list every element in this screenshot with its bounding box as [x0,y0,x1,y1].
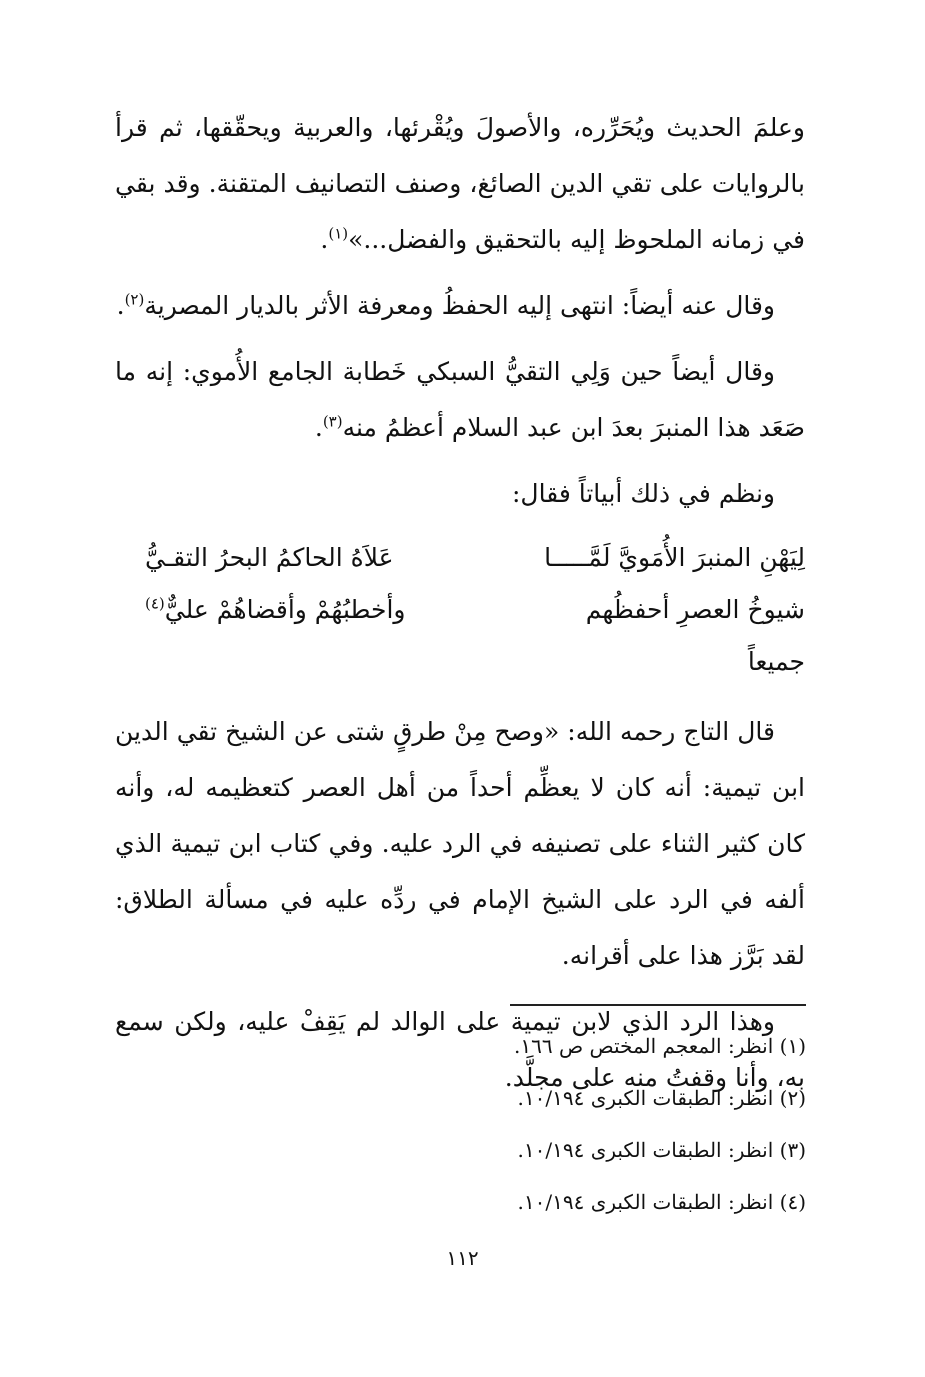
footnote: (٤) انظر: الطبقات الكبرى ١٠/١٩٤. [517,1190,806,1214]
paragraph-4 [115,466,805,522]
paragraph-text: وقال عنه أيضاً: انتهى إليه الحفظُ ومعرفة الأثر بالديار المصرية [144,291,775,320]
page-number: ١١٢ [446,1246,479,1270]
footnote-ref: (٤) [145,594,165,613]
footnote-ref: (٢) [124,290,145,309]
footnote: (٢) انظر: الطبقات الكبرى ١٠/١٩٤. [517,1086,806,1110]
verse-second-hemistich: عَلاَهُ الحاكمُ البحرُ التقـيُّ [145,543,394,572]
verse-first-hemistich: لِيَهْنِ المنبرَ الأُمَويَّ لَمَّـــــا [544,543,805,572]
verse-first-hemistich: شيوخُ العصرِ أحفظُهم جميعاً [585,595,805,676]
verse-line [115,532,805,584]
paragraph-3: وقال أيضاً حين وَلِي التقيُّ السبكي خَطابة الجامع الأُموي: إنه ما صَعَد هذا المنبرَ بعدَ ابن عبد السلام أعظمُ منه$^{(٣)}$. [115,357,805,442]
footnote-ref: (١) [328,224,349,243]
footnotes [330,1020,806,1228]
footnote: (٣) انظر: الطبقات الكبرى ١٠/١٩٤. [517,1138,806,1162]
paragraph-text: قال التاج رحمه الله: «وصح مِنْ طرقٍ شتى عن الشيخ تقي الدين ابن تيمية: أنه كان لا يعظِّم أحداً من أهل العصر كتعظيمه له، وأنه كان كثير الثناء على تصنيفه في الرد عليه. وفي كتاب ابن تيمية الذي ألفه في الرد على الشيخ الإمام في ردِّه عليه في مسألة الطلاق: لقد بَرَّز هذا على أقرانه. [115,717,805,970]
paragraph-text: وقال أيضاً حين وَلِي التقيُّ السبكي خَطابة الجامع الأُموي: إنه ما صَعَد هذا المنبرَ بعدَ ابن عبد السلام أعظمُ منه [115,357,805,442]
footnote-divider [510,1004,806,1006]
paragraph-1: وعلمَ الحديث ويُحَرِّره، والأصولَ ويُقْرئها، والعربية ويحقّقها، ثم قرأ بالروايات على تقي الدين الصائغ، وصنف التصانيف المتقنة. وقد بقي في زمانه الملحوظ إليه بالتحقيق والفضل...»$^{(١)}$. [115,113,805,254]
paragraph-text: ونظم في ذلك أبياتاً فقال: [511,479,775,508]
paragraph-text: وعلمَ الحديث ويُحَرِّره، والأصولَ ويُقْرئها، والعربية ويحقّقها، ثم قرأ بالروايات على تقي الدين الصائغ، وصنف التصانيف المتقنة. وقد بقي في زمانه الملحوظ إليه بالتحقيق والفضل...» [115,113,805,254]
verse-second-hemistich [145,584,425,688]
verse-line [115,584,805,688]
verse-text: وأخطبُهُمْ وأقضاهُمْ عليٌّ [164,595,406,624]
paragraph-5 [115,704,805,984]
footnote-ref: (٣) [322,412,343,431]
poem-verses [115,532,805,688]
page-body [115,100,805,1116]
paragraph-text: وهذا الرد الذي لابن تيمية على الوالد لم يَقِفْ عليه، ولكن سمع به، وأنا وقفتُ منه على مجلَّد. [115,1007,805,1092]
footnote: (١) انظر: المعجم المختص ص ١٦٦. [514,1034,806,1058]
paragraph-2: وقال عنه أيضاً: انتهى إليه الحفظُ ومعرفة الأثر بالديار المصرية$^{(٢)}$. [116,290,775,320]
